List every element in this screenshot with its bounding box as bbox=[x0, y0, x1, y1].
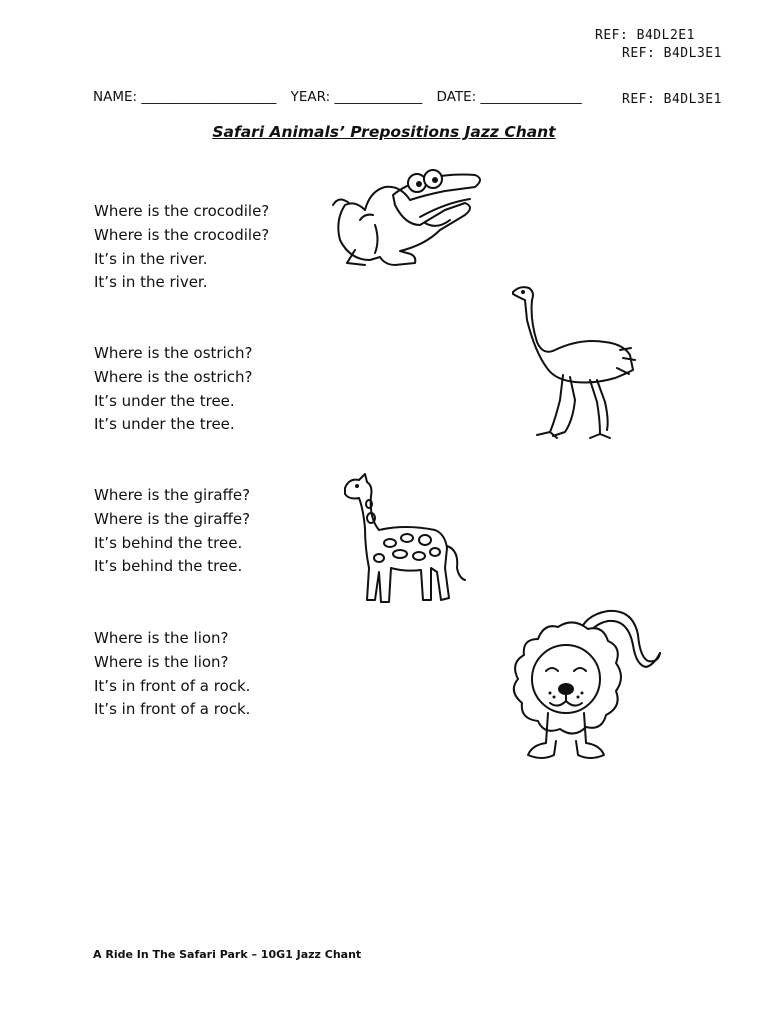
verse-line: It’s in front of a rock. bbox=[94, 676, 251, 695]
verse-line: It’s in front of a rock. bbox=[94, 700, 251, 719]
verse-crocodile bbox=[94, 200, 269, 295]
verse-line: Where is the crocodile? bbox=[94, 202, 270, 220]
verse-line: Where is the lion? bbox=[94, 652, 229, 671]
verse-line: It’s under the tree. bbox=[94, 415, 235, 434]
verse-giraffe bbox=[94, 484, 250, 579]
lion-icon bbox=[498, 605, 666, 770]
student-info-line bbox=[93, 89, 592, 105]
giraffe-icon bbox=[335, 468, 470, 613]
page-title: Safari Animals’ Prepositions Jazz Chant bbox=[212, 123, 556, 141]
verse-line: It’s behind the tree. bbox=[94, 533, 243, 552]
ostrich-icon bbox=[505, 280, 640, 445]
crocodile-icon bbox=[325, 165, 490, 275]
verse-line: It’s under the tree. bbox=[94, 391, 235, 410]
verse-line: Where is the crocodile? bbox=[94, 225, 270, 244]
verse-lion bbox=[94, 627, 250, 722]
verse-line: Where is the ostrich? bbox=[94, 367, 253, 386]
verse-line: Where is the giraffe? bbox=[94, 486, 251, 504]
verse-line: Where is the giraffe? bbox=[94, 509, 251, 528]
year-field[interactable]: YEAR: _____________ bbox=[290, 89, 423, 105]
verse-line: Where is the ostrich? bbox=[94, 344, 253, 362]
verse-ostrich bbox=[94, 342, 252, 437]
name-field[interactable]: NAME: ____________________ bbox=[93, 89, 277, 105]
verse-line: It’s in the river. bbox=[94, 273, 208, 292]
verse-line: It’s behind the tree. bbox=[94, 557, 243, 576]
ref-code-2: REF: B4DL3E1 bbox=[622, 46, 722, 61]
ref-code-3: REF: B4DL3E1 bbox=[622, 92, 722, 107]
page-footer: A Ride In The Safari Park – 10G1 Jazz Chant bbox=[93, 948, 362, 961]
date-field[interactable]: DATE: _______________ bbox=[436, 89, 582, 105]
verse-line: It’s in the river. bbox=[94, 249, 208, 268]
verse-line: Where is the lion? bbox=[94, 629, 229, 647]
ref-code-1: REF: B4DL2E1 bbox=[595, 28, 695, 43]
